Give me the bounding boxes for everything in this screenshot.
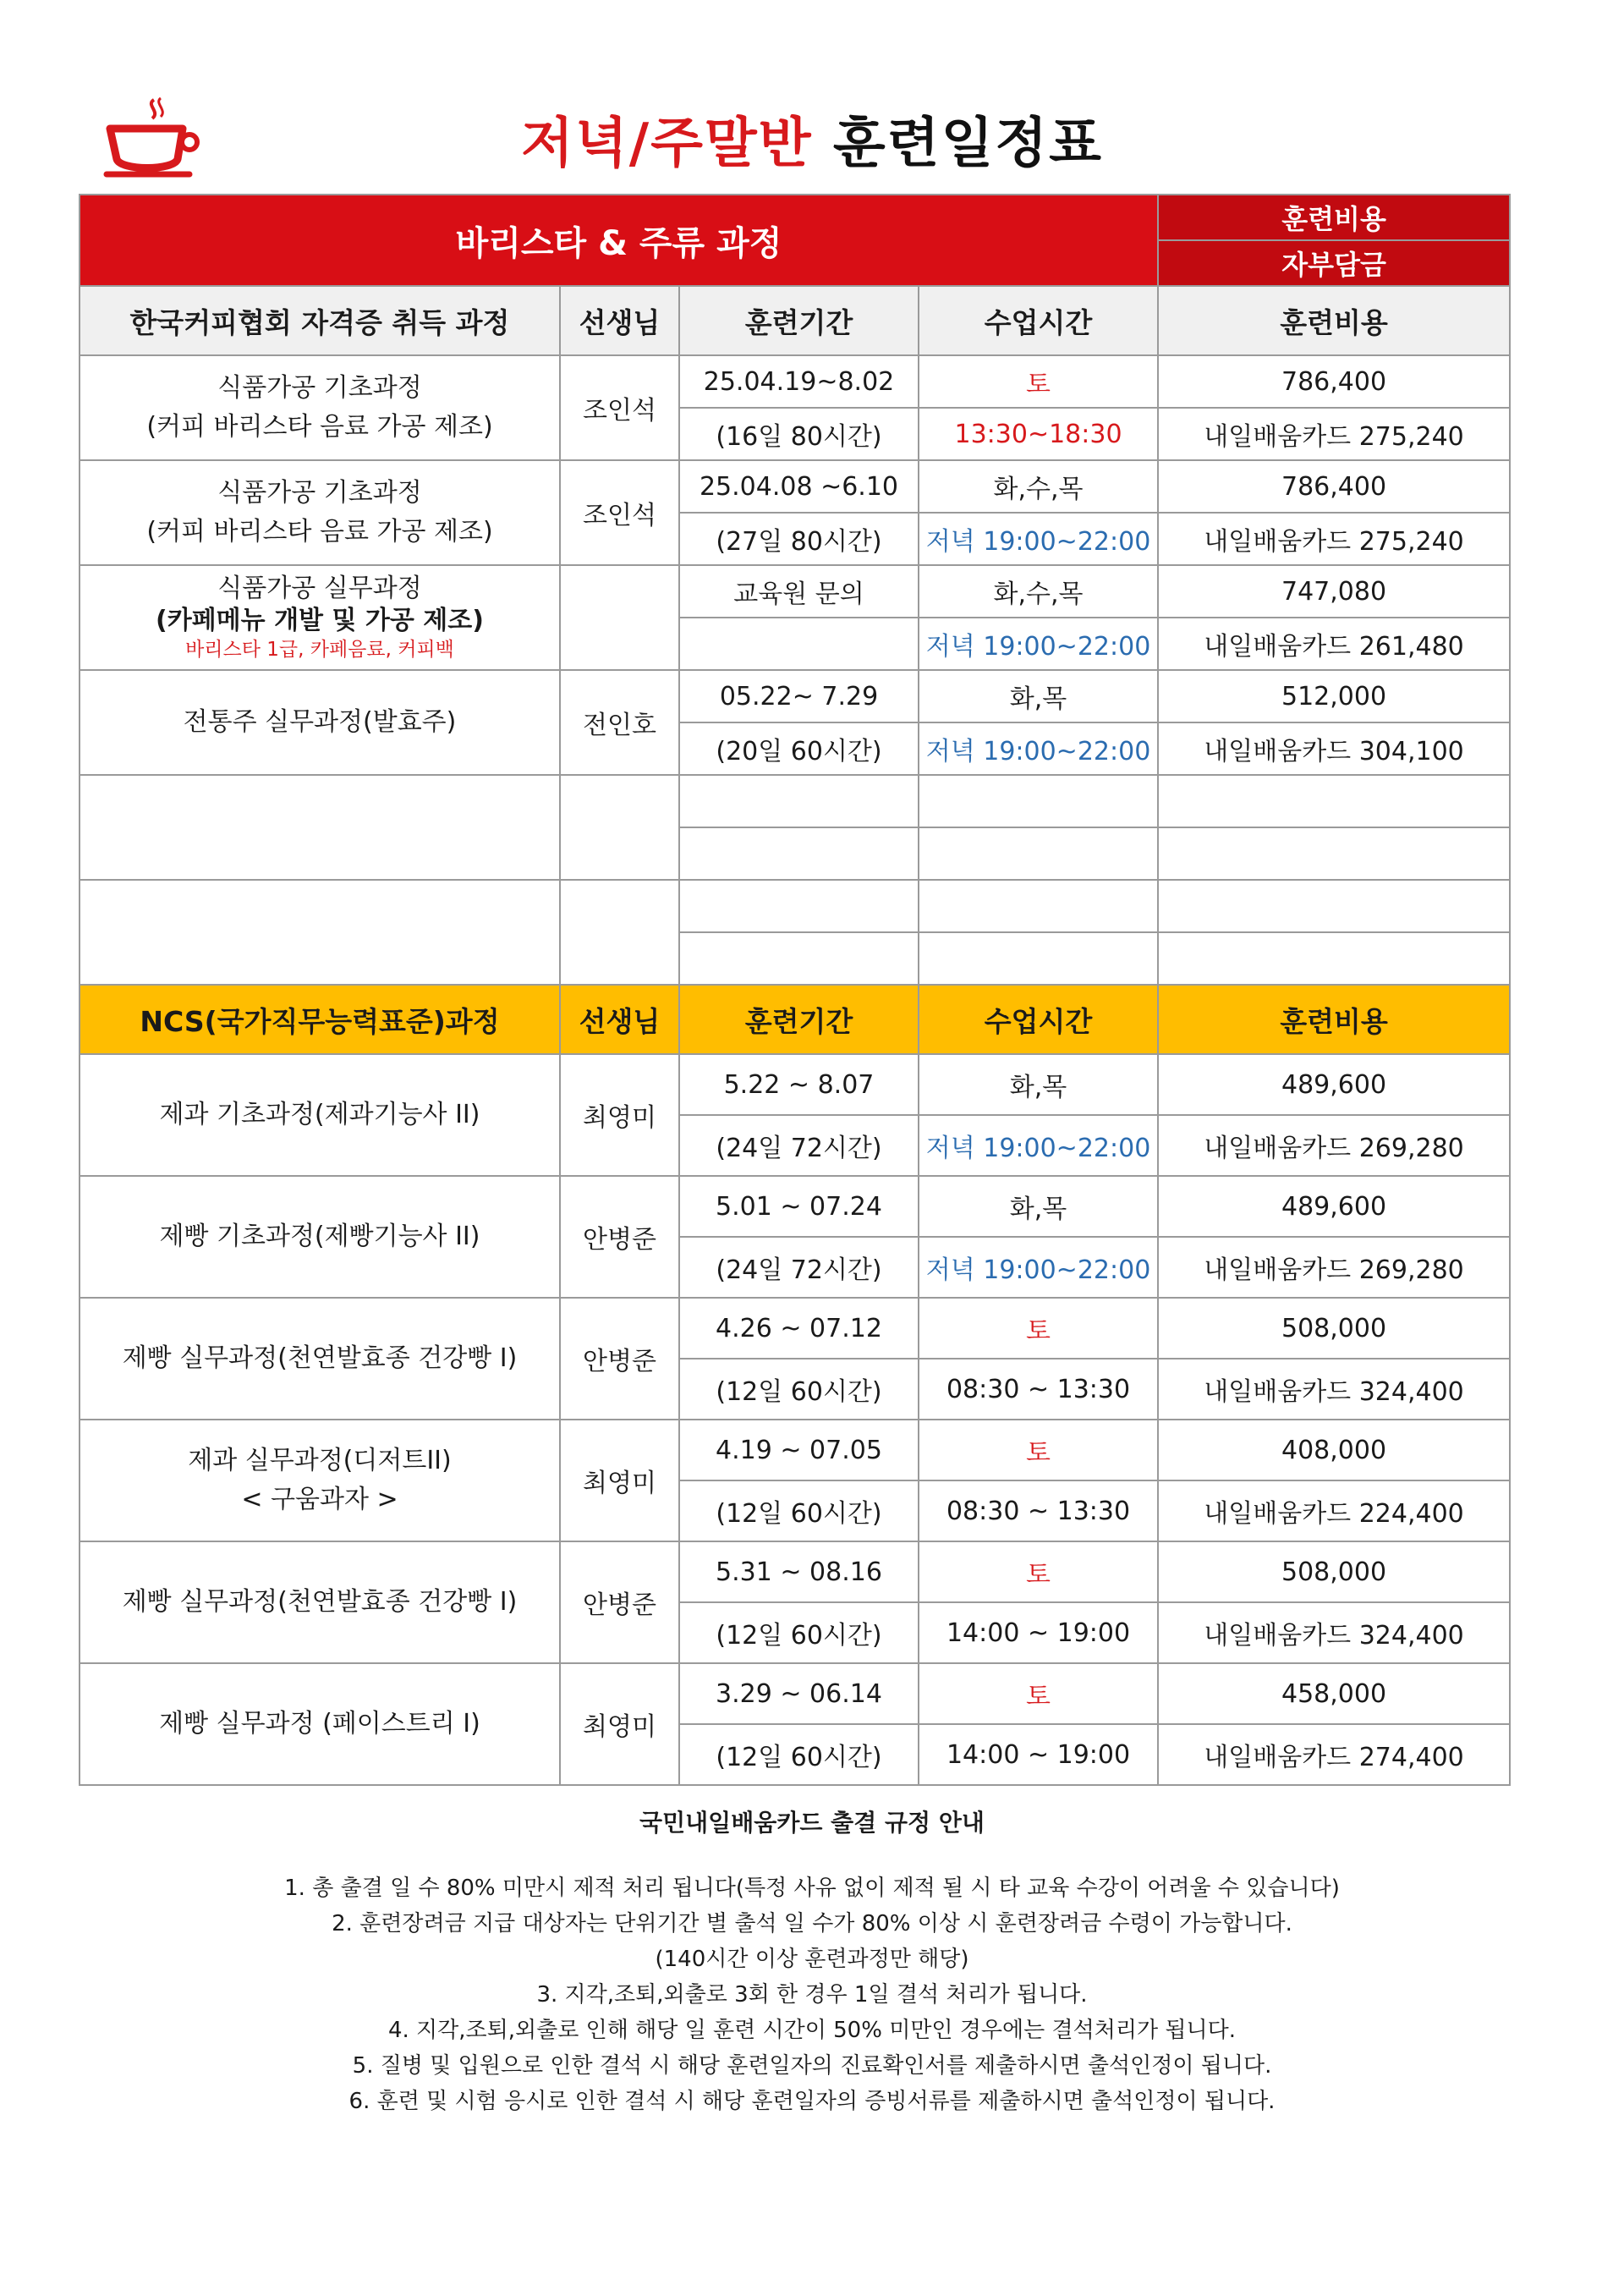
col-header-teacher: 선생님	[560, 286, 679, 355]
teacher: 최영미	[560, 1054, 679, 1176]
course-name-line: (커피 바리스타 음료 가공 제조)	[146, 412, 493, 442]
ncs-header-time: 수업시간	[919, 985, 1158, 1054]
period-hours: (27일 80시간)	[679, 513, 919, 565]
empty-cell	[919, 827, 1158, 880]
course-name-line: 식품가공 기초과정	[217, 373, 422, 403]
table-row	[80, 1420, 1510, 1480]
empty-cell	[1158, 827, 1510, 880]
self-pay: 내일배움카드 324,400	[1158, 1359, 1510, 1420]
ncs-header-period: 훈련기간	[679, 985, 919, 1054]
period: 4.26 ~ 07.12	[679, 1298, 919, 1359]
course-name: 제빵 실무과정 (페이스트리 I)	[80, 1663, 560, 1785]
ncs-header-cost: 훈련비용	[1158, 985, 1510, 1054]
course-name: 제빵 실무과정(천연발효종 건강빵 I)	[80, 1541, 560, 1663]
table-row	[80, 1054, 1510, 1115]
empty-cell	[80, 880, 560, 985]
course-name-line: (카페메뉴 개발 및 가공 제조)	[156, 606, 484, 635]
table-row	[80, 355, 1510, 408]
class-days: 화,목	[919, 670, 1158, 722]
table-row	[80, 1176, 1510, 1237]
course-name-line: < 구움과자 >	[241, 1485, 398, 1514]
notice-line: 6. 훈련 및 시험 응시로 인한 결석 시 해당 훈련일자의 증빙서류를 제출하시면 출석인정이 됩니다.	[348, 2089, 1276, 2114]
teacher: 조인석	[560, 355, 679, 460]
period: 05.22~ 7.29	[679, 670, 919, 722]
schedule-table	[79, 194, 1511, 1786]
empty-cell	[560, 880, 679, 985]
self-pay: 내일배움카드 324,400	[1158, 1602, 1510, 1663]
class-days: 토	[919, 355, 1158, 408]
period-hours: (16일 80시간)	[679, 408, 919, 460]
class-days: 화,수,목	[919, 460, 1158, 513]
course-name	[80, 1420, 560, 1541]
ncs-header-teacher: 선생님	[560, 985, 679, 1054]
period: 5.31 ~ 08.16	[679, 1541, 919, 1602]
class-time: 14:00 ~ 19:00	[919, 1602, 1158, 1663]
notice-line: 5. 질병 및 입원으로 인한 결석 시 해당 훈련일자의 진료확인서를 제출하시면 출석인정이 됩니다.	[352, 2053, 1272, 2079]
empty-cell	[1158, 775, 1510, 827]
notice-line: 4. 지각,조퇴,외출로 인해 해당 일 훈련 시간이 50% 미만인 경우에는 결석처리가 됩니다.	[387, 2018, 1236, 2043]
empty-cell	[919, 775, 1158, 827]
class-days: 토	[919, 1541, 1158, 1602]
period: 4.19 ~ 07.05	[679, 1420, 919, 1480]
class-days: 토	[919, 1420, 1158, 1480]
course-name: 제과 기초과정(제과기능사 II)	[80, 1054, 560, 1176]
period-hours: (20일 60시간)	[679, 722, 919, 775]
cost: 512,000	[1158, 670, 1510, 722]
teacher: 최영미	[560, 1663, 679, 1785]
empty-row	[80, 880, 1510, 932]
page-title	[0, 100, 1624, 178]
class-time: 저녁 19:00~22:00	[919, 513, 1158, 565]
notice-title: 국민내일배움카드 출결 규정 안내	[639, 1809, 985, 1837]
empty-cell	[679, 827, 919, 880]
self-pay: 내일배움카드 224,400	[1158, 1480, 1510, 1541]
empty-cell	[919, 880, 1158, 932]
cost: 458,000	[1158, 1663, 1510, 1724]
course-name: 제빵 실무과정(천연발효종 건강빵 I)	[80, 1298, 560, 1420]
cost: 747,080	[1158, 565, 1510, 618]
period-hours: (24일 72시간)	[679, 1237, 919, 1298]
empty-cell	[560, 775, 679, 880]
period: 3.29 ~ 06.14	[679, 1663, 919, 1724]
cost: 786,400	[1158, 355, 1510, 408]
cost: 489,600	[1158, 1176, 1510, 1237]
teacher: 조인석	[560, 460, 679, 565]
cost-label-top: 훈련비용	[1158, 195, 1510, 240]
teacher: 최영미	[560, 1420, 679, 1541]
period: 25.04.08 ~6.10	[679, 460, 919, 513]
teacher	[560, 565, 679, 670]
period: 교육원 문의	[679, 565, 919, 618]
cost: 489,600	[1158, 1054, 1510, 1115]
period-hours: (12일 60시간)	[679, 1359, 919, 1420]
course-name-line: (커피 바리스타 음료 가공 제조)	[146, 517, 493, 547]
empty-cell	[919, 932, 1158, 985]
course-name	[80, 460, 560, 565]
period: 5.01 ~ 07.24	[679, 1176, 919, 1237]
class-time: 14:00 ~ 19:00	[919, 1724, 1158, 1785]
class-time: 저녁 19:00~22:00	[919, 1115, 1158, 1176]
class-time: 08:30 ~ 13:30	[919, 1480, 1158, 1541]
period-hours: (12일 60시간)	[679, 1602, 919, 1663]
cost: 508,000	[1158, 1541, 1510, 1602]
col-header-period: 훈련기간	[679, 286, 919, 355]
course-name-line: 식품가공 실무과정	[217, 574, 422, 603]
notice-line: 3. 지각,조퇴,외출로 3회 한 경우 1일 결석 처리가 됩니다.	[536, 1982, 1088, 2008]
course-name	[80, 565, 560, 670]
section-banner: 바리스타 & 주류 과정	[80, 195, 1158, 286]
table-row	[80, 1541, 1510, 1602]
period: 5.22 ~ 8.07	[679, 1054, 919, 1115]
table-row	[80, 1298, 1510, 1359]
period-hours: (12일 60시간)	[679, 1480, 919, 1541]
class-time: 저녁 19:00~22:00	[919, 722, 1158, 775]
attendance-notice	[0, 1804, 1624, 2119]
class-days: 화,목	[919, 1176, 1158, 1237]
cost-label-bottom: 자부담금	[1158, 240, 1510, 286]
title-part-black: 훈련일정표	[832, 113, 1103, 175]
period: 25.04.19~8.02	[679, 355, 919, 408]
table-row	[80, 565, 1510, 618]
title-part-red: 저녁/주말반	[521, 113, 813, 175]
empty-cell	[80, 775, 560, 880]
period-hours: (12일 60시간)	[679, 1724, 919, 1785]
teacher: 안병준	[560, 1541, 679, 1663]
empty-cell	[679, 932, 919, 985]
self-pay: 내일배움카드 304,100	[1158, 722, 1510, 775]
period-hours: (24일 72시간)	[679, 1115, 919, 1176]
teacher: 안병준	[560, 1298, 679, 1420]
cost: 508,000	[1158, 1298, 1510, 1359]
notice-line: (140시간 이상 훈련과정만 해당)	[655, 1947, 969, 1972]
teacher: 전인호	[560, 670, 679, 775]
self-pay: 내일배움카드 275,240	[1158, 408, 1510, 460]
col-header-cost: 훈련비용	[1158, 286, 1510, 355]
course-name-line: 전통주 실무과정(발효주)	[183, 707, 457, 737]
course-name	[80, 355, 560, 460]
self-pay: 내일배움카드 269,280	[1158, 1115, 1510, 1176]
class-time: 13:30~18:30	[919, 408, 1158, 460]
course-name: 제빵 기초과정(제빵기능사 II)	[80, 1176, 560, 1298]
class-days: 화,목	[919, 1054, 1158, 1115]
class-days: 토	[919, 1663, 1158, 1724]
notice-line: 1. 총 출결 일 수 80% 미만시 제적 처리 됩니다(특정 사유 없이 제적 될 시 타 교육 수강이 어려울 수 있습니다)	[284, 1876, 1340, 1901]
course-name	[80, 670, 560, 775]
table-row	[80, 1663, 1510, 1724]
self-pay: 내일배움카드 269,280	[1158, 1237, 1510, 1298]
self-pay: 내일배움카드 261,480	[1158, 618, 1510, 670]
class-time: 저녁 19:00~22:00	[919, 1237, 1158, 1298]
course-name-line: 식품가공 기초과정	[217, 478, 422, 508]
self-pay: 내일배움카드 274,400	[1158, 1724, 1510, 1785]
col-header-course: 한국커피협회 자격증 취득 과정	[80, 286, 560, 355]
table-row	[80, 460, 1510, 513]
class-time: 저녁 19:00~22:00	[919, 618, 1158, 670]
class-days: 토	[919, 1298, 1158, 1359]
ncs-header-course: NCS(국가직무능력표준)과정	[80, 985, 560, 1054]
course-name-note: 바리스타 1급, 카페음료, 커피백	[185, 639, 454, 661]
teacher: 안병준	[560, 1176, 679, 1298]
empty-cell	[1158, 932, 1510, 985]
empty-cell	[679, 775, 919, 827]
class-days: 화,수,목	[919, 565, 1158, 618]
cost: 408,000	[1158, 1420, 1510, 1480]
col-header-time: 수업시간	[919, 286, 1158, 355]
course-name-line: 제과 실무과정(디저트II)	[188, 1446, 452, 1475]
self-pay: 내일배움카드 275,240	[1158, 513, 1510, 565]
class-time: 08:30 ~ 13:30	[919, 1359, 1158, 1420]
empty-cell	[1158, 880, 1510, 932]
notice-line: 2. 훈련장려금 지급 대상자는 단위기간 별 출석 일 수가 80% 이상 시 훈련장려금 수령이 가능합니다.	[332, 1911, 1292, 1936]
table-row	[80, 670, 1510, 722]
empty-row	[80, 775, 1510, 827]
empty-cell	[679, 880, 919, 932]
period-hours	[679, 618, 919, 670]
cost: 786,400	[1158, 460, 1510, 513]
